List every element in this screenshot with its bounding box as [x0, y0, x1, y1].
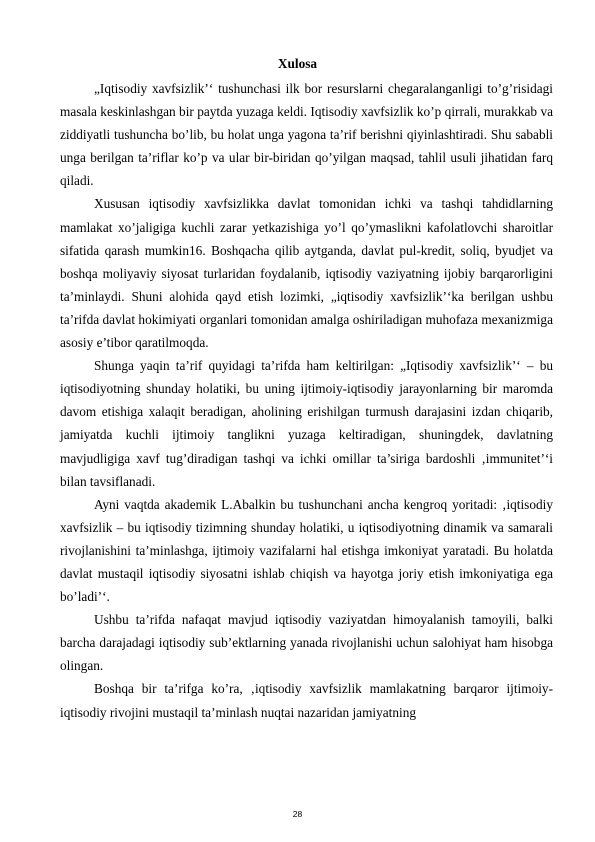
paragraph-4: Ayni vaqtda akademik L.Abalkin bu tushunchani ancha kengroq yoritadi: ‚iqtisodiy xavfsizlik – bu iqtisodiy tizimning shunday holatiki, u iqtisodiyotning dinamik va samarali rivojlanishini ta’minlashga, ijtimoiy vazifalarni hal etishga imkoniyat yaratadi. Bu holatda davlat mustaqil iqtisodiy siyosatni ishlab chiqish va hayotga joriy etish imkoniyatiga ega bo’ladi’‘.	[60, 496, 553, 605]
paragraph-1: „Iqtisodiy xavfsizlik’‘ tushunchasi ilk bor resurslarni chegaralanganligi to’g’risidagi masala keskinlashgan bir paytda yuzaga keldi. Iqtisodiy xavfsizlik ko’p qirrali, murakkab va ziddiyatli tushuncha bo’lib, bu holat unga yagona ta’rif berishni qiyinlashtiradi. Shu sababli unga berilgan ta’riflar ko’p va ular bir-biridan qo’yilgan maqsad, tahlil usuli jihatidan farq qiladi.	[60, 81, 553, 189]
section-title: Xulosa	[277, 56, 318, 71]
paragraph-3: Shunga yaqin ta’rif quyidagi ta’rifda ham keltirilgan: „Iqtisodiy xavfsizlik’‘ – bu iqtisodiyotning shunday holatiki, bu uning ijtimoiy-iqtisodiy jarayonlarning bir maromda davom etishiga xalaqit beradigan, aholining erishilgan turmush darajasini izdan chiqarib, jamiyatda kuchli ijtimoiy tanglikni yuzaga keltiradigan, shuningdek, davlatning mavjudligiga xavf tug’diradigan tashqi va ichki omillar ta’siriga bardoshli ‚immunitet’‘i bilan tavsiflanadi.	[60, 358, 553, 489]
paragraph-2: Xususan iqtisodiy xavfsizlikka davlat tomonidan ichki va tashqi tahdidlarning mamlakat xo’jaligiga kuchli zarar yetkazishiga yo’l qo’ymaslikni kafolatlovchi sharoitlar sifatida qarash mumkin16. Boshqacha qilib aytganda, davlat pul-kredit, soliq, byudjet va boshqa moliyaviy siyosat turlaridan foydalanib, iqtisodiy vaziyatning ijobiy barqarorligini ta’minlaydi. Shuni alohida qayd etish lozimki, „iqtisodiy xavfsizlik’‘ka berilgan ushbu ta’rifda davlat hokimiyati organlari tomonidan amalga oshiriladigan muhofaza mexanizmiga asosiy e’tibor qaratilmoqda.	[60, 196, 553, 351]
body-text	[60, 77, 553, 724]
page-number: 28	[292, 809, 303, 819]
paragraph-5: Ushbu ta’rifda nafaqat mavjud iqtisodiy vaziyatdan himoyalanish tamoyili, balki barcha darajadagi iqtisodiy sub’ektlarning yanada rivojlanishi uchun salohiyat ham hisobga olingan.	[60, 612, 553, 674]
paragraph-6: Boshqa bir ta’rifga ko’ra, ‚iqtisodiy xavfsizlik mamlakatning barqaror ijtimoiy-iqtisodiy rivojini mustaqil ta’minlash nuqtai nazaridan jamiyatning	[60, 681, 553, 720]
